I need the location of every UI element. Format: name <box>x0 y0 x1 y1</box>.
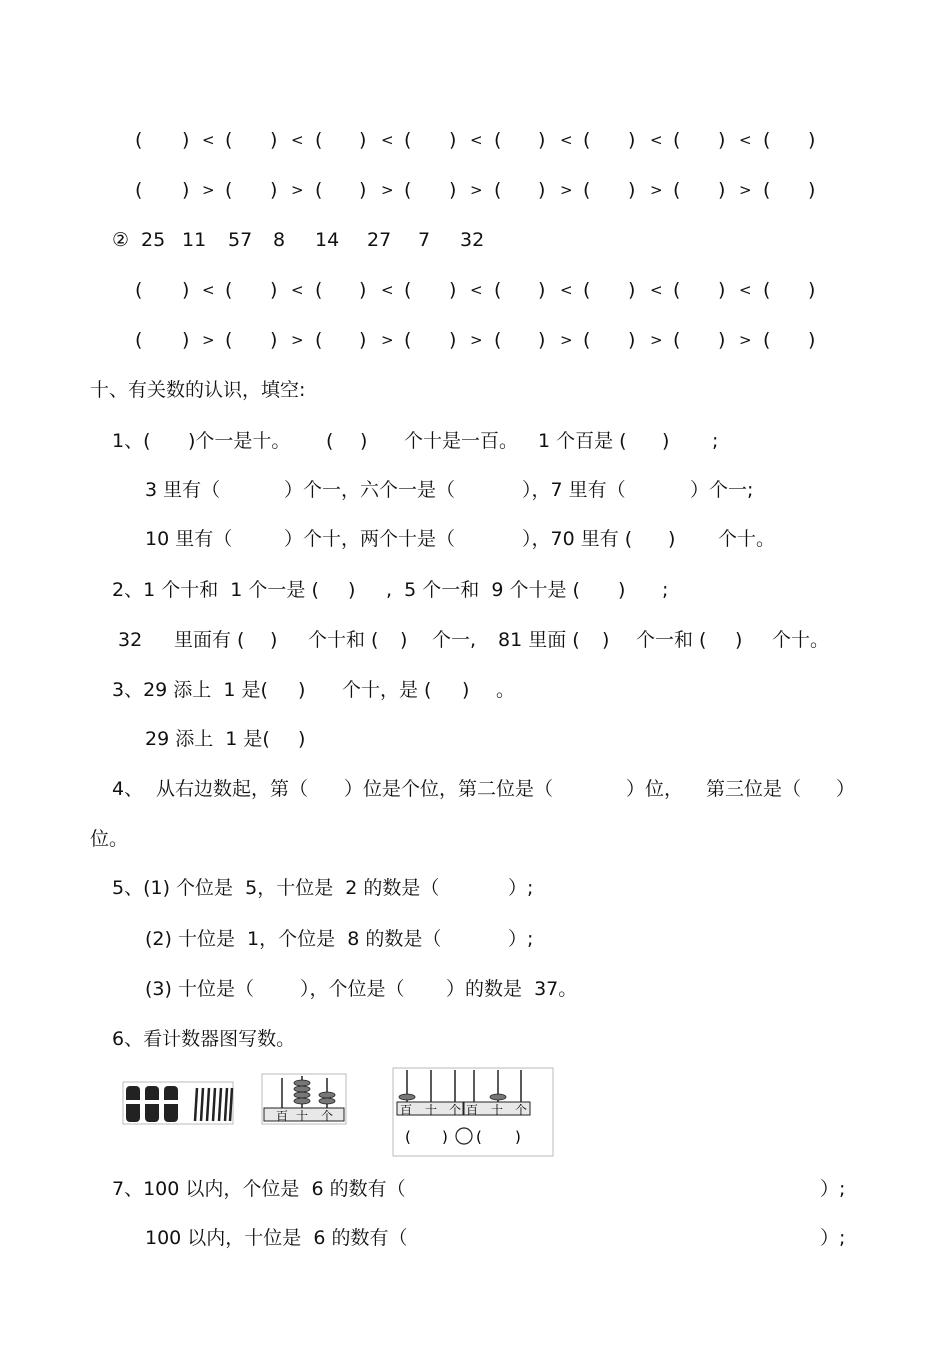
blank-paren-close: ) <box>182 329 190 351</box>
text-segment: ) <box>735 629 743 651</box>
text-segment: 个一, <box>432 629 477 651</box>
blank-paren-open: ( <box>315 329 323 351</box>
text-segment: )个一是十。 <box>188 430 291 452</box>
text-segment: 个十。 <box>718 528 776 550</box>
text-segment: ）; <box>508 928 534 950</box>
blank-paren-open: ( <box>494 129 502 151</box>
comparison-operator: < <box>560 131 573 149</box>
blank-paren-open: ( <box>673 329 681 351</box>
blank-paren-open: ( <box>673 179 681 201</box>
blank-paren-open: ( <box>225 179 233 201</box>
bundle-of-ten-icon <box>163 1086 179 1122</box>
text-segment: ) <box>298 728 306 750</box>
text-segment: ） <box>836 778 856 800</box>
comparison-operator: > <box>381 181 394 199</box>
section-title <box>0 376 950 404</box>
compare-circle <box>456 1128 472 1144</box>
text-segment: 个十和 ( <box>308 629 379 651</box>
comparison-operator: > <box>470 331 483 349</box>
text-segment: 1、( <box>112 430 151 452</box>
blank-paren-open: ( <box>494 179 502 201</box>
text-segment: 2、1 个十和 1 个一是 ( <box>112 579 319 601</box>
set2-number: 11 <box>182 229 207 251</box>
text-segment: 个十是一百。 <box>404 430 519 452</box>
blank-paren-close: ) <box>270 179 278 201</box>
abacus-label-tens: 十 <box>491 1103 504 1117</box>
blank-paren-open: ( <box>494 279 502 301</box>
text-segment: ）; <box>820 1178 846 1200</box>
q7-line-1 <box>0 1175 950 1203</box>
blank-paren-open: ( <box>583 129 591 151</box>
q5-line-1 <box>0 874 950 902</box>
blank-paren-open: ( <box>315 129 323 151</box>
answer-paren-open: ( <box>476 1128 482 1146</box>
blank-paren-open: ( <box>583 329 591 351</box>
q6-title-text: 6、看计数器图写数。 <box>112 1028 296 1050</box>
text-segment: ) <box>462 679 470 701</box>
blank-paren-close: ) <box>182 129 190 151</box>
comparison-operator: < <box>470 131 483 149</box>
text-segment: (3) 十位是（ <box>145 978 254 1000</box>
blank-paren-close: ) <box>270 129 278 151</box>
text-segment: ）的数是 37。 <box>446 978 578 1000</box>
blank-paren-close: ) <box>718 129 726 151</box>
comparison-operator: > <box>381 331 394 349</box>
text-segment: 第三位是（ <box>706 778 802 800</box>
set2-number: 32 <box>460 229 485 251</box>
comparison-operator: > <box>560 181 573 199</box>
text-segment: 29 添上 1 是( <box>145 728 270 750</box>
blank-paren-close: ) <box>359 279 367 301</box>
comparison-operator: < <box>650 131 663 149</box>
blank-paren-open: ( <box>135 129 143 151</box>
comparison-operator: < <box>470 281 483 299</box>
text-segment: 3、29 添上 1 是( <box>112 679 268 701</box>
q5-line-3 <box>0 975 950 1003</box>
text-segment: 1 个百是 ( <box>538 430 627 452</box>
set2-number: 57 <box>228 229 253 251</box>
blank-paren-open: ( <box>225 279 233 301</box>
text-segment: ），7 里有（ <box>522 479 626 501</box>
blank-paren-close: ) <box>718 279 726 301</box>
blank-paren-close: ) <box>359 179 367 201</box>
text-segment: ) <box>618 579 626 601</box>
blank-paren-open: ( <box>494 329 502 351</box>
comparison-operator: > <box>650 181 663 199</box>
text-segment: ) <box>298 679 306 701</box>
text-segment: 里面有 ( <box>174 629 245 651</box>
blank-paren-close: ) <box>270 279 278 301</box>
blank-paren-open: ( <box>673 279 681 301</box>
blank-paren-close: ) <box>449 329 457 351</box>
number-set-2 <box>0 226 950 254</box>
comparison-operator: > <box>291 331 304 349</box>
blank-paren-open: ( <box>583 279 591 301</box>
blank-paren-close: ) <box>628 279 636 301</box>
text-segment: 从右边数起，第（ <box>156 778 309 800</box>
answer-paren-close: ) <box>515 1128 521 1146</box>
text-segment: ) <box>360 430 368 452</box>
blank-paren-open: ( <box>673 129 681 151</box>
text-segment: ）; <box>820 1227 846 1249</box>
q7-line-2 <box>0 1224 950 1252</box>
compare-row-2 <box>0 176 950 204</box>
single-sticks-icon <box>195 1088 232 1121</box>
blank-paren-close: ) <box>449 129 457 151</box>
blank-paren-close: ) <box>718 329 726 351</box>
abacus-comparison-picture <box>393 1068 553 1156</box>
answer-paren-close: ) <box>442 1128 448 1146</box>
text-segment: 个十。 <box>772 629 830 651</box>
abacus-bead <box>399 1094 415 1100</box>
comparison-operator: < <box>650 281 663 299</box>
blank-paren-open: ( <box>315 179 323 201</box>
compare-row-4 <box>0 326 950 354</box>
text-segment: 10 里有（ <box>145 528 233 550</box>
text-segment: 位。 <box>90 828 129 850</box>
abacus-bead <box>490 1094 506 1100</box>
q1-line-1 <box>0 427 950 455</box>
blank-paren-close: ) <box>718 179 726 201</box>
comparison-operator: > <box>739 181 752 199</box>
blank-paren-open: ( <box>763 279 771 301</box>
text-segment: ）个十，两个十是（ <box>284 528 456 550</box>
set2-number: 27 <box>367 229 392 251</box>
blank-paren-open: ( <box>225 129 233 151</box>
blank-paren-open: ( <box>135 329 143 351</box>
blank-paren-open: ( <box>315 279 323 301</box>
blank-paren-close: ) <box>628 329 636 351</box>
q3-line-2 <box>0 725 950 753</box>
section-title-text: 十、有关数的认识，填空: <box>90 379 306 401</box>
blank-paren-close: ) <box>628 179 636 201</box>
comparison-operator: > <box>202 181 215 199</box>
text-segment: 。 <box>496 679 516 701</box>
blank-paren-open: ( <box>404 279 412 301</box>
comparison-operator: < <box>560 281 573 299</box>
q4-line-1 <box>0 775 950 803</box>
abacus-label-ones: 个 <box>449 1103 462 1117</box>
blank-paren-close: ) <box>538 279 546 301</box>
comparison-operator: < <box>291 281 304 299</box>
q3-line-1 <box>0 676 950 704</box>
text-segment: ) <box>270 629 278 651</box>
blank-paren-close: ) <box>538 329 546 351</box>
q2-line-1 <box>0 576 950 604</box>
q6-title <box>0 1025 950 1053</box>
comparison-operator: < <box>202 281 215 299</box>
abacus-label-hundreds: 百 <box>276 1109 289 1123</box>
text-segment: 5、(1) 个位是 5，十位是 2 的数是（ <box>112 877 440 899</box>
comparison-operator: > <box>739 331 752 349</box>
blank-paren-open: ( <box>135 279 143 301</box>
abacus-beads-ones <box>319 1092 335 1104</box>
blank-paren-close: ) <box>270 329 278 351</box>
text-segment: ) <box>400 629 408 651</box>
blank-paren-close: ) <box>808 279 816 301</box>
blank-paren-close: ) <box>359 329 367 351</box>
text-segment: ) <box>602 629 610 651</box>
blank-paren-open: ( <box>225 329 233 351</box>
text-segment: (2) 十位是 1，个位是 8 的数是（ <box>145 928 442 950</box>
comparison-operator: > <box>470 181 483 199</box>
blank-paren-open: ( <box>135 179 143 201</box>
comparison-operator: > <box>560 331 573 349</box>
text-segment: ; <box>712 430 719 452</box>
text-segment: ）位是个位，第二位是（ <box>344 778 554 800</box>
comparison-operator: < <box>739 131 752 149</box>
blank-paren-close: ) <box>808 329 816 351</box>
text-segment: 个一和 ( <box>636 629 707 651</box>
set2-number: 14 <box>315 229 340 251</box>
text-segment: 32 <box>118 629 143 651</box>
bundle-of-ten-icon <box>144 1086 160 1122</box>
text-segment: 4、 <box>112 778 144 800</box>
blank-paren-open: ( <box>583 179 591 201</box>
abacus-label-tens: 十 <box>425 1103 438 1117</box>
abacus-beads-tens <box>294 1080 310 1104</box>
blank-paren-close: ) <box>449 279 457 301</box>
abacus-label-tens: 十 <box>296 1109 309 1123</box>
blank-paren-open: ( <box>763 129 771 151</box>
blank-paren-close: ) <box>808 129 816 151</box>
blank-paren-close: ) <box>808 179 816 201</box>
compare-row-1 <box>0 126 950 154</box>
set2-number: 7 <box>418 229 431 251</box>
comparison-operator: > <box>291 181 304 199</box>
text-segment: , 5 个一和 9 个十是 ( <box>386 579 580 601</box>
blank-paren-open: ( <box>404 179 412 201</box>
text-segment: ）; <box>508 877 534 899</box>
text-segment: ) <box>662 430 670 452</box>
text-segment: ）个一; <box>690 479 754 501</box>
stick-bundles-picture <box>123 1082 233 1124</box>
text-segment: 3 里有（ <box>145 479 221 501</box>
text-segment: ）位， <box>626 778 684 800</box>
set2-label: ② <box>112 229 130 251</box>
text-segment: ）个一，六个一是（ <box>284 479 456 501</box>
comparison-operator: < <box>202 131 215 149</box>
text-segment: ），个位是（ <box>300 978 405 1000</box>
blank-paren-close: ) <box>182 179 190 201</box>
answer-paren-open: ( <box>405 1128 411 1146</box>
comparison-operator: > <box>202 331 215 349</box>
comparison-operator: < <box>291 131 304 149</box>
comparison-operator: < <box>739 281 752 299</box>
text-segment: ( <box>326 430 334 452</box>
q1-line-2 <box>0 476 950 504</box>
q2-line-2 <box>0 626 950 654</box>
blank-paren-close: ) <box>449 179 457 201</box>
blank-paren-close: ) <box>359 129 367 151</box>
blank-paren-close: ) <box>538 129 546 151</box>
text-segment: ; <box>662 579 669 601</box>
compare-row-3 <box>0 276 950 304</box>
abacus-label-ones: 个 <box>321 1109 334 1123</box>
text-segment: 81 里面 ( <box>498 629 580 651</box>
q5-line-2 <box>0 925 950 953</box>
abacus-label-ones: 个 <box>515 1103 528 1117</box>
comparison-operator: < <box>381 131 394 149</box>
abacus-picture <box>262 1074 346 1124</box>
blank-paren-close: ) <box>538 179 546 201</box>
text-segment: ) <box>348 579 356 601</box>
blank-paren-close: ) <box>182 279 190 301</box>
counting-pictures <box>0 1066 950 1158</box>
abacus-label-hundreds: 百 <box>466 1103 479 1117</box>
abacus-label-hundreds: 百 <box>400 1103 413 1117</box>
set2-number: 25 <box>141 229 166 251</box>
text-segment: ) <box>668 528 676 550</box>
text-segment: 7、100 以内，个位是 6 的数有（ <box>112 1178 406 1200</box>
text-segment: 100 以内，十位是 6 的数有（ <box>145 1227 408 1249</box>
blank-paren-open: ( <box>404 329 412 351</box>
comparison-operator: < <box>381 281 394 299</box>
blank-paren-open: ( <box>404 129 412 151</box>
blank-paren-open: ( <box>763 329 771 351</box>
q4-line-2 <box>0 825 950 853</box>
bundle-of-ten-icon <box>125 1086 141 1122</box>
set2-number: 8 <box>273 229 286 251</box>
text-segment: ），70 里有 ( <box>522 528 633 550</box>
blank-paren-open: ( <box>763 179 771 201</box>
blank-paren-close: ) <box>628 129 636 151</box>
comparison-operator: > <box>650 331 663 349</box>
text-segment: 个十，是 ( <box>342 679 432 701</box>
q1-line-3 <box>0 525 950 553</box>
